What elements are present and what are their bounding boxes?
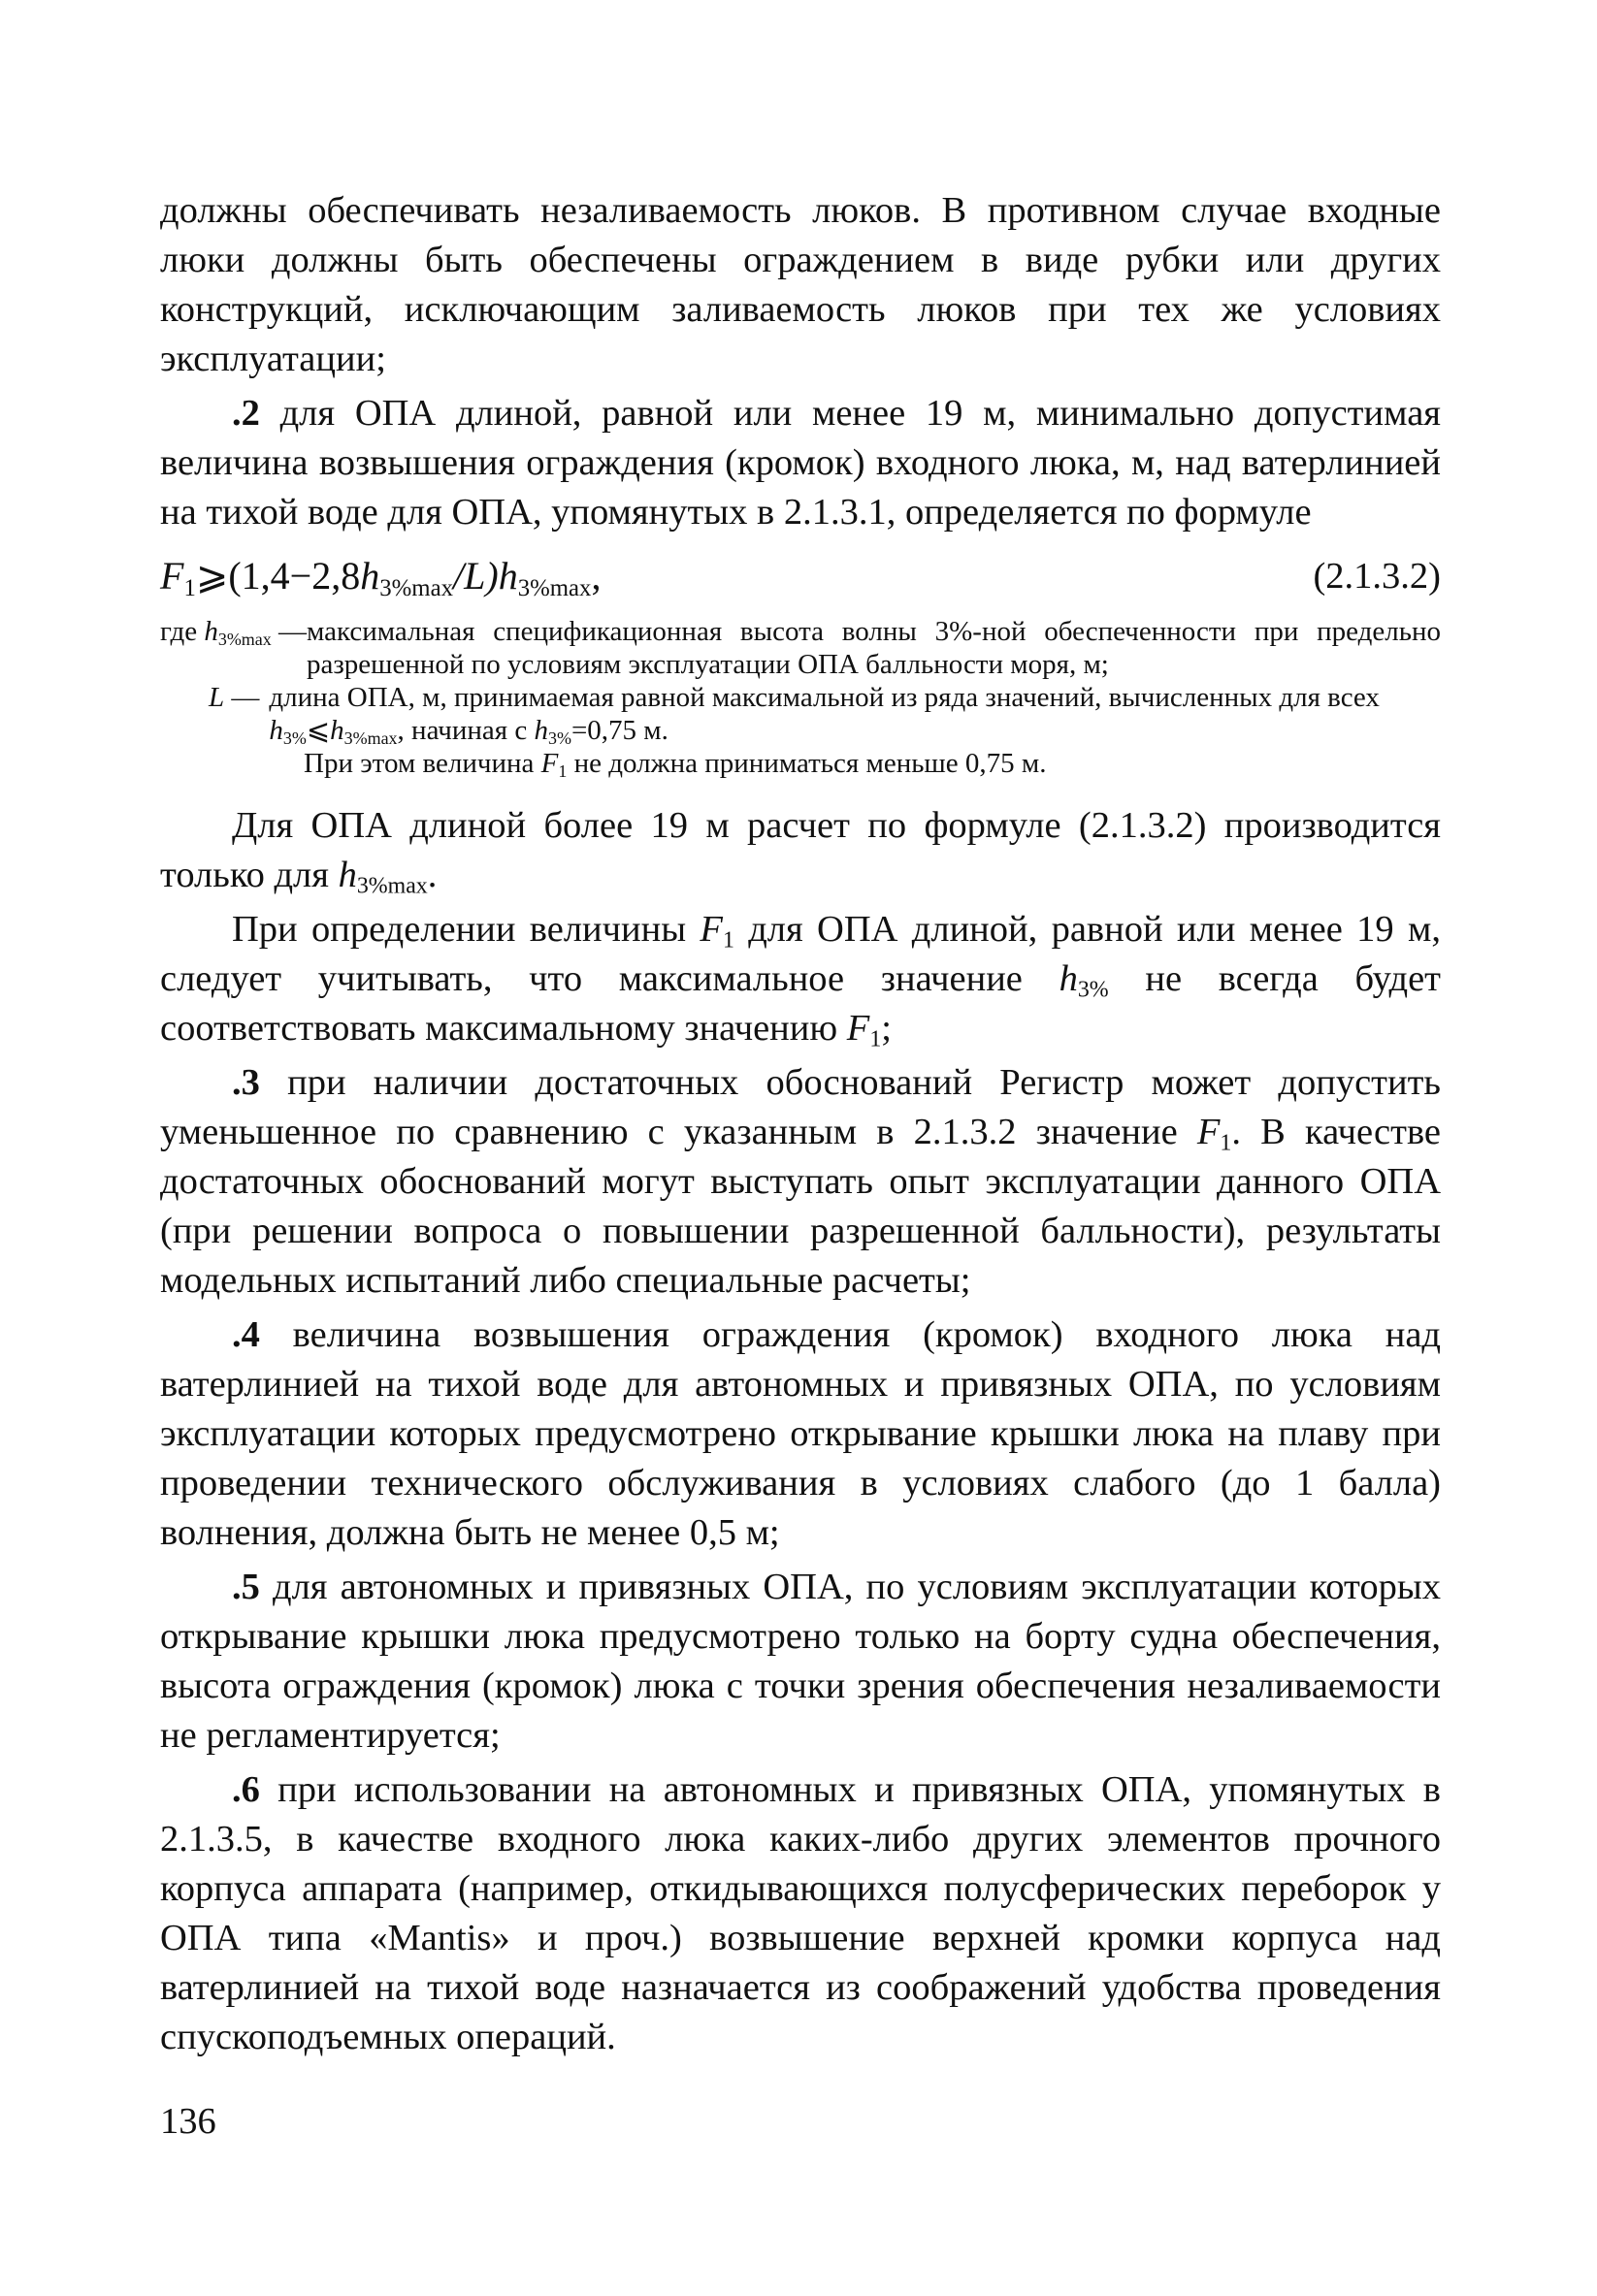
definition-h bbox=[160, 615, 1441, 681]
definition-text-L: длина ОПА, м, принимаемая равной максимальной из ряда значений, вычисленных для всех $h_{3\%}⩽h_{3\%max}$, начиная с $h_{3\%}=0,75$ м. bbox=[269, 682, 1380, 749]
item-text: для ОПА длиной, равной или менее 19 м, минимально допустимая величина возвышения ограждения (кромок) входного люка, м, над ватерлинией на тихой воде для ОПА, упомянутых в 2.1.3.1, определяется по формуле bbox=[160, 393, 1441, 533]
definition-text-h: максимальная спецификационная высота волны 3%-ной обеспеченности при предельно разрешенной по условиям эксплуатации ОПА балльности моря, м; bbox=[306, 616, 1441, 680]
paragraph-item-3: .3 при наличии достаточных обоснований Регистр может допустить уменьшенное по сравнению с указанным в 2.1.3.2 значение $F_1$. В качестве достаточных обоснований могут выступать опыт эксплуатации данного ОПА (при решении вопроса о повышении разрешенной балльности), результаты модельных испытаний либо специальные расчеты; bbox=[160, 1062, 1441, 1301]
definition-term-L: L — bbox=[209, 682, 260, 713]
paragraph-item-2 bbox=[160, 389, 1441, 537]
item-number: .3 bbox=[232, 1062, 260, 1103]
paragraph-item-6 bbox=[160, 1765, 1441, 2062]
equation-number: (2.1.3.2) bbox=[1313, 556, 1441, 597]
paragraph-item-5 bbox=[160, 1563, 1441, 1761]
item-number: .5 bbox=[232, 1567, 260, 1607]
formula-definitions bbox=[160, 615, 1441, 780]
paragraph-intro: должны обеспечивать незаливаемость люков. В противном случае входные люки должны быть обеспечены ограждением в виде рубки или других конструкций, исключающим заливаемость люков при тех же условиях эксплуатации; bbox=[160, 190, 1441, 379]
item-text: величина возвышения ограждения (кромок) входного люка над ватерлинией на тихой воде для автономных и привязных ОПА, по условиям эксплуатации которых предусмотрено открывание крышки люка на плаву при проведении технического обслуживания в условиях слабого (до 1 балла) волнения, должна быть не менее 0,5 м; bbox=[160, 1314, 1441, 1553]
document-page bbox=[160, 186, 1441, 2062]
paragraph-long-opa: Для ОПА длиной более 19 м расчет по формуле (2.1.3.2) производится только для $h_{3\%max}$. bbox=[160, 805, 1441, 899]
page-number: 136 bbox=[160, 2101, 216, 2142]
formula-expression: $F_1⩾(1,4-2,8h_{3\%max}/L)h_{3\%max}$, bbox=[160, 554, 602, 601]
definition-note: При этом величина $F_1$ не должна приниматься меньше 0,75 м. bbox=[304, 748, 1047, 782]
formula-2-1-3-2 bbox=[160, 545, 1441, 607]
item-number: .4 bbox=[232, 1314, 260, 1355]
definition-term-h: где $h_{3\%max}$ — bbox=[160, 616, 307, 650]
item-text: для автономных и привязных ОПА, по условиям эксплуатации которых открывание крышки люка предусмотрено только на борту судна обеспечения, высота ограждения (кромок) люка с точки зрения обеспечения незаливаемости не регламентируется; bbox=[160, 1567, 1441, 1756]
item-number: .2 bbox=[232, 393, 260, 434]
paragraph-determination: При определении величины $F_1$ для ОПА длиной, равной или менее 19 м, следует учитывать, что максимальное значение $h_{3\%}$ не всегда будет соответствовать максимальному значению $F_1$; bbox=[160, 909, 1441, 1052]
item-text: при использовании на автономных и привязных ОПА, упомянутых в 2.1.3.5, в качестве входного люка каких-либо других элементов прочного корпуса аппарата (например, откидывающихся полусферических переборок у ОПА типа «Mantis» и проч.) возвышение верхней кромки корпуса над ватерлинией на тихой воде назначается из соображений удобства проведения спускоподъемных операций. bbox=[160, 1769, 1441, 2057]
definition-L bbox=[160, 681, 1441, 747]
item-number: .6 bbox=[232, 1769, 260, 1810]
paragraph-item-4 bbox=[160, 1310, 1441, 1558]
